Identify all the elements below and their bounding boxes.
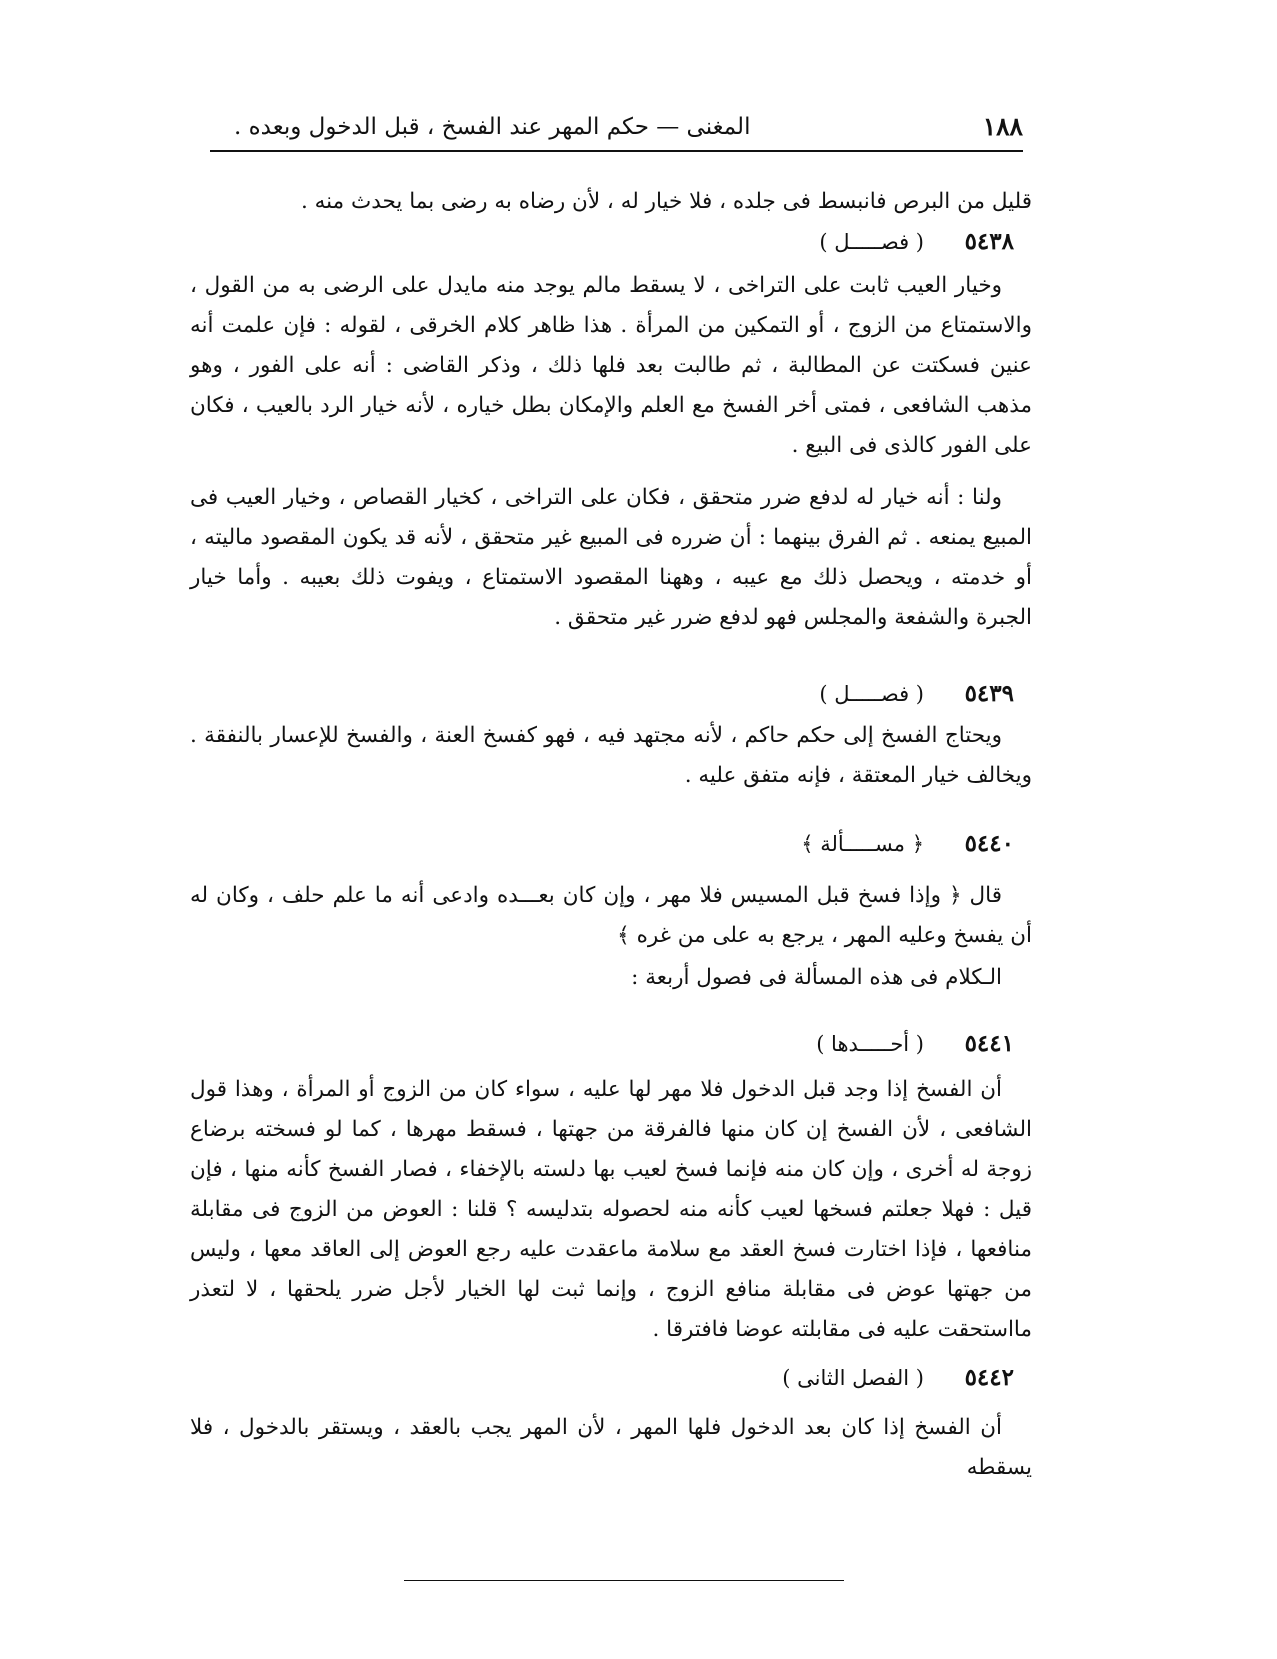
paragraph-text: أن الفسخ إذا كان بعد الدخول فلها المهر ، لأن المهر يجب بالعقد ، ويستقر بالدخول ، فلا يسقطه bbox=[190, 1415, 1032, 1480]
section-number: ٥٤٣٩ bbox=[964, 680, 1014, 707]
section-title: ( فصـــــل ) bbox=[819, 682, 924, 706]
section-number: ٥٤٣٨ bbox=[964, 228, 1014, 255]
header-rule bbox=[210, 150, 1023, 152]
paragraph-text: ولنا : أنه خيار له لدفع ضرر متحقق ، فكان على التراخى ، كخيار القصاص ، وخيار العيب فى المبيع يمنعه . ثم الفرق بينهما : أن ضرره فى المبيع غير متحقق ، لأنه قد يكون المقصود ماليته ، أو خدمته ، ويحصل ذلك مع عيبه ، وههنا المقصود الاستمتاع ، ويفوت ذلك بعيبه . وأما خيار الجبرة والشفعة والمجلس فهو لدفع ضرر غير متحقق . bbox=[190, 485, 1032, 630]
section-title: ( أحـــــدها ) bbox=[816, 1032, 924, 1056]
section-heading-5442 bbox=[190, 1358, 1032, 1398]
section-heading-5439 bbox=[190, 674, 1032, 714]
paragraph-text: قليل من البرص فانبسط فى جلده ، فلا خيار له ، لأن رضاه به رضى بما يحدث منه . bbox=[300, 189, 1032, 214]
paragraph bbox=[190, 266, 1032, 466]
page-number: ١٨٨ bbox=[982, 112, 1023, 141]
paragraph-text: قال ﴿ وإذا فسخ قبل المسيس فلا مهر ، وإن كان بعـــده وادعى أنه ما علم حلف ، وكان له أن يفسخ وعليه المهر ، يرجع به على من غره ﴾ bbox=[190, 883, 1032, 948]
paragraph bbox=[190, 478, 1032, 638]
paragraph-text: الـكلام فى هذه المسألة فى فصول أربعة : bbox=[631, 965, 1002, 990]
paragraph bbox=[190, 1408, 1032, 1488]
running-header bbox=[210, 112, 1023, 141]
paragraph-text: ويحتاج الفسخ إلى حكم حاكم ، لأنه مجتهد فيه ، فهو كفسخ العنة ، والفسخ للإعسار بالنفقة . ويخالف خيار المعتقة ، فإنه متفق عليه . bbox=[190, 723, 1032, 788]
paragraph-text: أن الفسخ إذا وجد قبل الدخول فلا مهر لها عليه ، سواء كان من الزوج أو المرأة ، وهذا قول الشافعى ، لأن الفسخ إن كان منها فالفرقة من جهتها ، فسقط مهرها ، كما لو فسخته برضاع زوجة له أخرى ، وإن كان منه فإنما فسخ لعيب بها دلسته بالإخفاء ، فصار الفسخ كأنه منها ، فإن قيل : فهلا جعلتم فسخها لعيب كأنه منه لحصوله بتدليسه ؟ قلنا : العوض من الزوج فى مقابلة منافعها ، فإذا اختارت فسخ العقد مع سلامة ماعقدت عليه رجع العوض إلى العاقد معها ، وليس من جهتها عوض فى مقابلة منافع الزوج ، وإنما ثبت لها الخيار لأجل ضرر يلحقها ، لا لتعذر مااستحقت عليه فى مقابلته عوضا فافترقا . bbox=[190, 1077, 1032, 1342]
section-title: ﴿ مســـــألة ﴾ bbox=[801, 832, 924, 856]
section-number: ٥٤٤٠ bbox=[964, 830, 1014, 857]
running-title: المغنى — حكم المهر عند الفسخ ، قبل الدخول وبعده . bbox=[234, 113, 751, 140]
paragraph-continued bbox=[190, 182, 1032, 222]
paragraph-text: وخيار العيب ثابت على التراخى ، لا يسقط مالم يوجد منه مايدل على الرضى به من القول ، والاستمتاع من الزوج ، أو التمكين من المرأة . هذا ظاهر كلام الخرقى ، لقوله : فإن علمت أنه عنين فسكتت عن المطالبة ، ثم طالبت بعد فلها ذلك ، وذكر القاضى : أنه على الفور ، وهو مذهب الشافعى ، فمتى أخر الفسخ مع العلم والإمكان بطل خياره ، لأنه خيار الرد بالعيب ، فكان على الفور كالذى فى البيع . bbox=[190, 273, 1032, 458]
section-title: ( فصـــــل ) bbox=[819, 230, 924, 254]
footnote-rule bbox=[404, 1580, 844, 1581]
section-number: ٥٤٤١ bbox=[964, 1030, 1014, 1057]
section-heading-5441 bbox=[190, 1024, 1032, 1064]
section-heading-5438 bbox=[190, 222, 1032, 262]
section-number: ٥٤٤٢ bbox=[964, 1364, 1014, 1391]
section-heading-5440 bbox=[190, 824, 1032, 864]
section-title: ( الفصل الثانى ) bbox=[782, 1366, 924, 1390]
paragraph bbox=[190, 716, 1032, 796]
quoted-paragraph bbox=[190, 876, 1032, 956]
paragraph bbox=[190, 1070, 1032, 1350]
paragraph bbox=[190, 958, 1032, 998]
